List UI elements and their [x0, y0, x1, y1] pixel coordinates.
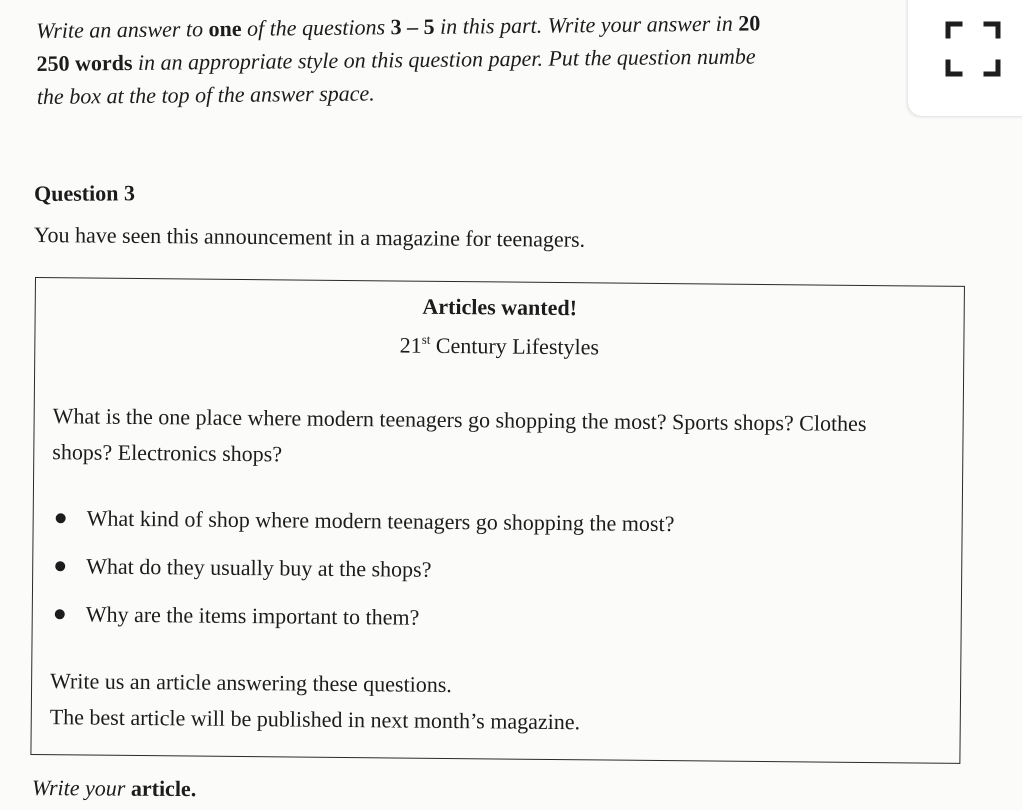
subtitle-text: Century Lifestyles [430, 332, 600, 360]
instructions-text: in this part. Write your answer in [434, 10, 739, 39]
bullet-text: Why are the items important to them? [85, 601, 420, 630]
announcement-paragraph: What is the one place where modern teenagers go shopping the most? Sports shops? Clothes shops? Electronics shops? [52, 403, 867, 467]
instructions-text: of the questions [241, 14, 391, 41]
task-prefix: Write your [31, 775, 131, 801]
closing-line-2: The best article will be published in next month’s magazine. [49, 704, 581, 735]
instructions-word-count-2: 250 words [36, 49, 133, 76]
subtitle-number: 21 [399, 332, 422, 358]
bullet-item [51, 503, 674, 557]
announcement-box [30, 277, 965, 764]
instructions-text: in an appropriate style on this question paper. Put the question numbe [132, 43, 756, 75]
bullet-text: What do they usually buy at the shops? [86, 553, 432, 582]
instructions-emphasis: one [208, 15, 242, 42]
announcement-subtitle [35, 328, 963, 364]
instructions-question-range: 3 – 5 [390, 13, 435, 40]
question-intro: You have seen this announcement in a magazine for teenagers. [33, 222, 586, 252]
announcement-bullets [50, 503, 674, 653]
task-instruction [32, 775, 197, 802]
bullet-icon [55, 561, 65, 571]
instructions-line-3: the box at the top of the answer space. [36, 80, 375, 109]
announcement-title: Articles wanted! [422, 293, 578, 321]
fullscreen-panel [908, 0, 1022, 116]
instructions-text: Write an answer to [36, 16, 209, 43]
bullet-item [51, 551, 674, 605]
bullet-icon [55, 609, 65, 619]
announcement-closing [50, 663, 581, 740]
instructions-word-count: 20 [738, 10, 761, 36]
fullscreen-button[interactable] [942, 18, 1004, 80]
bullet-text: What kind of shop where modern teenagers go shopping the most? [86, 505, 675, 537]
instructions [36, 5, 927, 113]
subtitle-ordinal: st [421, 331, 431, 347]
closing-line-1: Write us an article answering these questions. [50, 668, 452, 698]
bullet-icon [56, 513, 66, 523]
bullet-item [50, 599, 673, 653]
task-type: article. [130, 775, 197, 802]
fullscreen-icon [942, 18, 1004, 80]
question-heading: Question 3 [34, 180, 136, 206]
